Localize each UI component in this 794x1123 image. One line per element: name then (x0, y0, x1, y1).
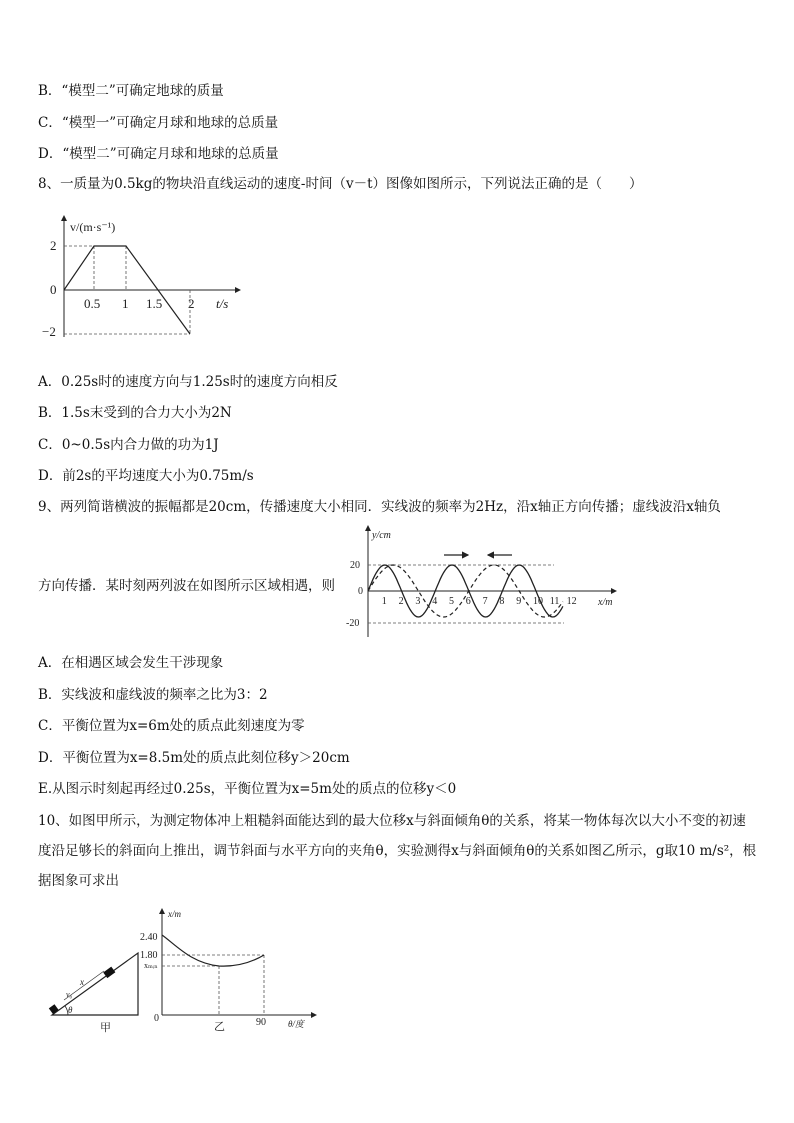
q8-ytick-2: 2 (50, 238, 57, 253)
q9-xtick: 6 (465, 596, 471, 607)
q10-xtick-90: 90 (256, 1017, 266, 1028)
q10-x-label: x (80, 977, 84, 987)
q9-xticks (382, 596, 577, 607)
q9-stem-line2: 方向传播．某时刻两列波在如图所示区域相遇，则 (38, 578, 335, 594)
q8-stem: 8、一质量为0.5kg的物块沿直线运动的速度-时间（v－t）图像如图所示，下列说法正确的是（ ） (38, 176, 643, 192)
q9-xtick: 9 (516, 596, 522, 607)
q8-xlabel: t/s (216, 296, 229, 311)
q9-option-b: B．实线波和虚线波的频率之比为3：2 (38, 687, 268, 703)
q7-option-b: B．“模型二”可确定地球的质量 (38, 83, 224, 99)
q9-xtick: 12 (566, 596, 577, 607)
q10-block-bottom (49, 1004, 59, 1014)
q10-v0-label: v₀ (66, 990, 73, 999)
q8-xtick-1: 1 (122, 296, 129, 311)
q9-option-a: A．在相遇区域会发生干涉现象 (38, 655, 224, 671)
q9-xtick: 11 (549, 596, 560, 607)
q8-option-c: C．0~0.5s内合力做的功为1J (38, 437, 219, 453)
q9-xtick: 5 (449, 596, 454, 607)
q10-ylabel: x/m (168, 909, 181, 919)
q9-option-d: D．平衡位置为x=8.5m处的质点此刻位移y＞20cm (38, 750, 350, 766)
q9-xtick: 10 (533, 596, 543, 607)
q10-theta-label: θ (68, 1005, 73, 1015)
q8-option-d: D．前2s的平均速度大小为0.75m/s (38, 468, 254, 484)
q9-xtick: 7 (482, 596, 488, 607)
q9-ytick-20: 20 (350, 560, 360, 571)
q10-incline (52, 953, 138, 1015)
q9-ytick-neg20: -20 (346, 618, 360, 629)
q8-xtick-2: 2 (188, 296, 195, 311)
q9-xtick: 3 (415, 596, 421, 607)
q9-ylabel: y/cm (372, 530, 391, 541)
q10-x-theta-curve (162, 935, 264, 966)
q9-xtick: 8 (499, 596, 505, 607)
q10-origin: 0 (154, 1013, 159, 1024)
q8-ytick-neg2: −2 (42, 324, 56, 339)
q10-ytick-180: 1.80 (140, 950, 158, 961)
q9-xtick: 1 (381, 596, 387, 607)
q9-xlabel: x/m (598, 597, 613, 608)
q10-xlabel: θ/度 (288, 1019, 304, 1029)
q8-ytick-0: 0 (50, 282, 57, 297)
q10-ytick-240: 2.40 (140, 932, 158, 943)
q7-option-d: D．“模型二”可确定月球和地球的总质量 (38, 146, 279, 162)
q9-xtick: 2 (398, 596, 404, 607)
q10-stem: 10、如图甲所示，为测定物体冲上粗糙斜面能达到的最大位移x与斜面倾角θ的关系，将某一物体每次以大小不变的初速度沿足够长的斜面向上推出，调节斜面与水平方向的夹角θ，实验测得x与斜面倾角θ的关系如图乙所示，g取10 m/s²，根据图象可求出 (38, 813, 757, 889)
q10-ytick-xmin: xₘᵢₙ (144, 961, 158, 970)
q8-xtick-05: 0.5 (84, 296, 101, 311)
q9-wave-graph (336, 522, 626, 640)
q10-jia-label: 甲 (100, 1022, 111, 1034)
q8-xtick-15: 1.5 (146, 296, 163, 311)
q9-option-e: E.从图示时刻起再经过0.25s，平衡位置为x=5m处的质点的位移y＜0 (38, 781, 457, 797)
q7-option-c: C．“模型一”可确定月球和地球的总质量 (38, 115, 279, 131)
q9-ytick-0: 0 (358, 586, 363, 597)
q9-stem-line1: 9、两列简谐横波的振幅都是20cm，传播速度大小相同．实线波的频率为2Hz，沿x轴正方向传播；虚线波沿x轴负 (38, 499, 721, 515)
q8-vt-graph (40, 212, 250, 352)
q8-ylabel: v/(m·s⁻¹) (70, 220, 116, 234)
q8-option-a: A．0.25s时的速度方向与1.25s时的速度方向相反 (38, 374, 338, 390)
q8-option-b: B．1.5s末受到的合力大小为2N (38, 405, 232, 421)
q9-xtick: 4 (432, 596, 438, 607)
q9-option-c: C．平衡位置为x=6m处的质点此刻速度为零 (38, 718, 305, 734)
q10-fig-yi (136, 905, 326, 1037)
q10-yi-label: 乙 (214, 1021, 225, 1033)
